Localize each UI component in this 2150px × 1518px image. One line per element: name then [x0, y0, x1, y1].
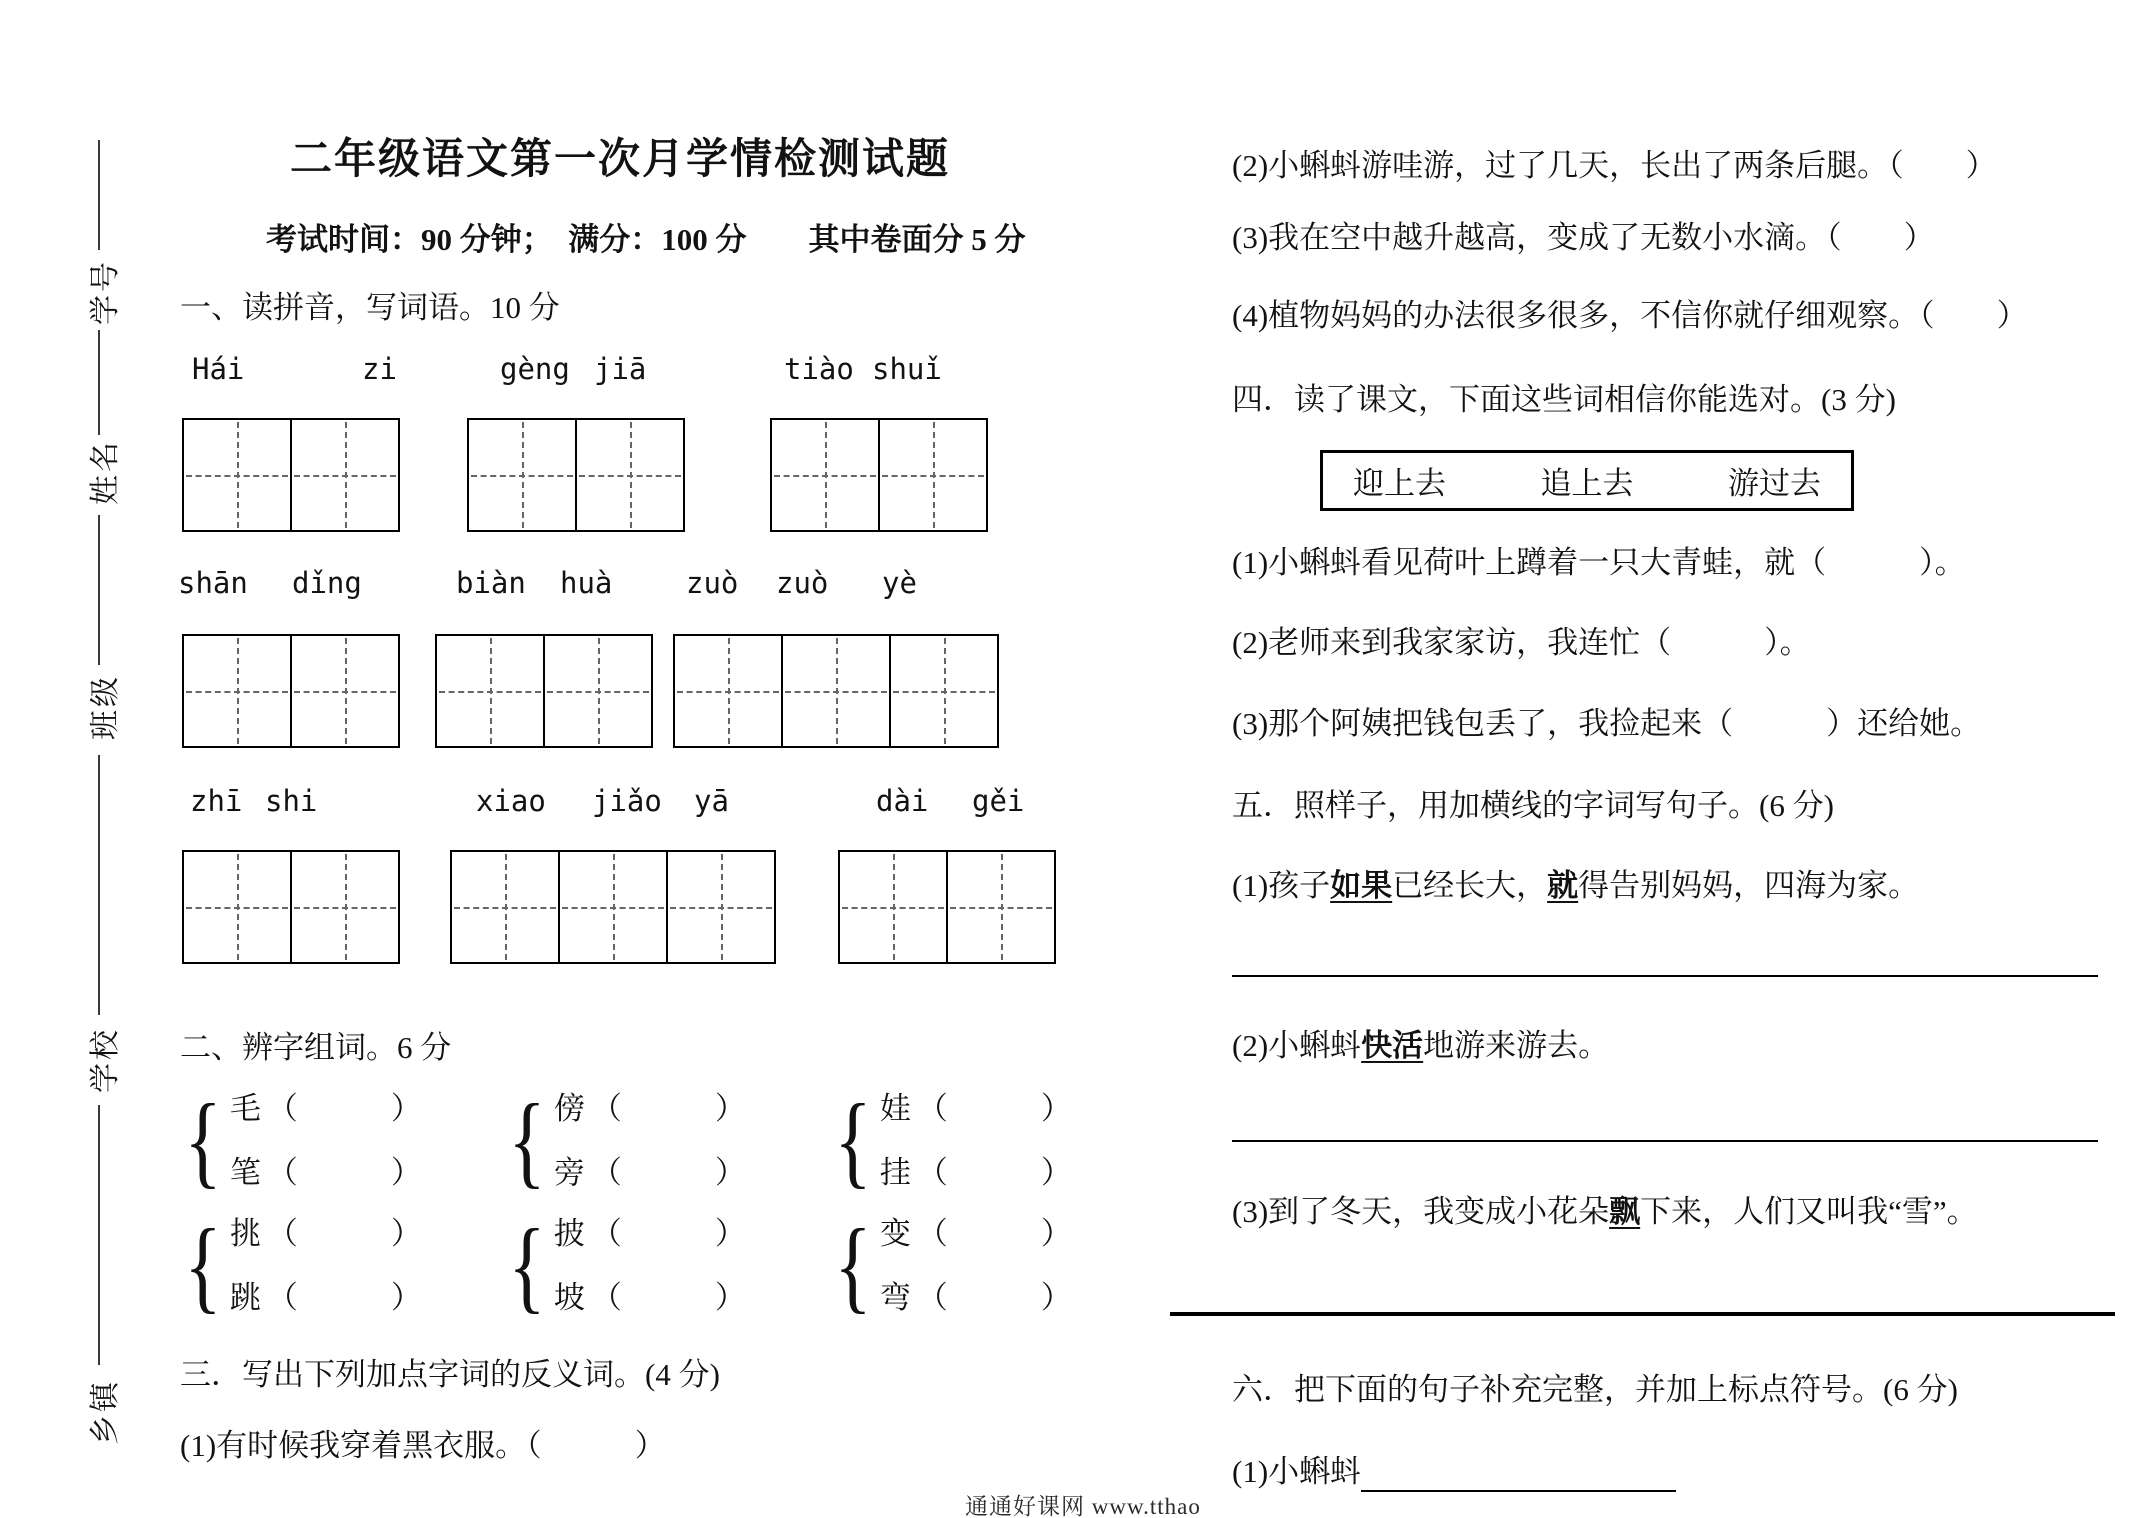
antonym-item-2: (2)小蝌蚪游哇游，过了几天，长出了两条后腿。（ ） [1232, 148, 1997, 183]
pinyin-word: huà [560, 566, 613, 600]
pinyin-word: zi [362, 352, 397, 386]
text-run: 得告别妈妈，四海为家。 [1578, 868, 1920, 903]
writing-cell [577, 420, 683, 530]
pair-char: 坡 [553, 1280, 585, 1315]
section3-heading: 三．写出下列加点字词的反义词。(4 分) [180, 1357, 720, 1392]
pinyin-word: zuò [776, 566, 829, 600]
word-pair-group-6 [828, 1205, 1072, 1327]
text-run: 已经长大， [1392, 868, 1548, 903]
sentence-example-2 [1232, 1026, 1609, 1066]
pinyin-word: dǐng [292, 566, 362, 600]
margin-blank-line [98, 140, 100, 250]
pair-char: 挑 [229, 1216, 261, 1251]
writing-cell [772, 420, 880, 530]
section4-heading: 四．读了课文，下面这些词相信你能选对。(3 分) [1232, 382, 1896, 417]
writing-cell [948, 852, 1054, 962]
margin-label-student-id: 学号 [89, 259, 122, 325]
answer-blank: （ ） [266, 1216, 422, 1251]
answer-blank: （ ） [916, 1155, 1072, 1190]
antonym-item-3: (3)我在空中越升越高，变成了无数小水滴。（ ） [1232, 220, 1935, 255]
pinyin-word: jiā [594, 352, 647, 386]
brace-glyph: { [508, 1208, 546, 1323]
writing-cell [840, 852, 948, 962]
writing-grid [450, 850, 776, 964]
answer-blank: （ ） [916, 1280, 1072, 1315]
exam-meta-line: 考试时间：90 分钟； 满分：100 分 其中卷面分 5 分 [266, 222, 1026, 257]
answer-line-2 [1232, 1140, 2098, 1142]
pinyin-word: zuò [686, 566, 739, 600]
writing-grid [182, 418, 400, 532]
writing-grid [467, 418, 685, 532]
margin-blank-line [98, 755, 100, 1015]
section-divider-line [1170, 1312, 2115, 1316]
margin-label-township: 乡镇 [89, 1379, 122, 1445]
pair-char: 跳 [229, 1280, 261, 1315]
pinyin-word: jiǎo [592, 784, 662, 818]
pinyin-word: zhī [190, 784, 243, 818]
writing-cell [184, 852, 292, 962]
pair-char: 披 [553, 1216, 585, 1251]
margin-label-school: 学校 [89, 1027, 122, 1093]
sentence-example-1 [1232, 866, 1919, 906]
text-run: (2)小蝌蚪 [1232, 1028, 1362, 1063]
margin-blank-line [98, 330, 100, 435]
writing-cell [675, 636, 783, 746]
margin-blank-line [98, 1105, 100, 1365]
choose-word-item-3: (3)那个阿姨把钱包丢了，我捡起来（ ）还给她。 [1232, 706, 1982, 741]
pair-char: 娃 [879, 1091, 911, 1126]
text-run: 地游来游去。 [1423, 1028, 1610, 1063]
text-run: (1)小蝌蚪 [1232, 1454, 1362, 1489]
pair-char: 变 [879, 1216, 911, 1251]
writing-cell [469, 420, 577, 530]
writing-grid [838, 850, 1056, 964]
writing-cell [668, 852, 774, 962]
answer-blank: （ ） [916, 1216, 1072, 1251]
pinyin-word: gěi [972, 784, 1025, 818]
answer-line-1 [1232, 975, 2098, 977]
brace-glyph: { [184, 1208, 222, 1323]
writing-cell [292, 852, 398, 962]
word-pair-group-4 [178, 1205, 422, 1327]
text-run: (3)到了冬天，我变成小花朵 [1232, 1194, 1610, 1229]
watermark-text: 通通好课网 www.tthao [965, 1494, 1201, 1518]
choose-word-item-2: (2)老师来到我家家访，我连忙（ ）。 [1232, 625, 1811, 660]
answer-blank: （ ） [590, 1155, 746, 1190]
pinyin-word: shi [265, 784, 318, 818]
word-pair-group-2 [502, 1080, 746, 1202]
word-bank-option-3: 游过去 [1728, 466, 1821, 501]
underlined-word: 飘 [1609, 1194, 1641, 1229]
writing-cell [452, 852, 560, 962]
answer-blank: （ ） [266, 1280, 422, 1315]
fill-in-blank-line [1361, 1456, 1676, 1492]
pair-char: 傍 [553, 1091, 585, 1126]
word-pair-group-1 [178, 1080, 422, 1202]
writing-cell [184, 636, 292, 746]
answer-blank: （ ） [590, 1280, 746, 1315]
antonym-item-4: (4)植物妈妈的办法很多很多，不信你就仔细观察。（ ） [1232, 298, 2028, 333]
pinyin-word: Hái [192, 352, 245, 386]
word-pair-group-5 [502, 1205, 746, 1327]
writing-cell [292, 636, 398, 746]
underlined-word: 如果 [1330, 868, 1393, 903]
writing-grid [673, 634, 999, 748]
pair-char: 毛 [229, 1091, 261, 1126]
page-title: 二年级语文第一次月学情检测试题 [289, 135, 950, 182]
writing-cell [292, 420, 398, 530]
underlined-word: 就 [1547, 868, 1579, 903]
pair-char: 笔 [229, 1155, 261, 1190]
pinyin-word: xiao [476, 784, 546, 818]
pair-char: 弯 [879, 1280, 911, 1315]
margin-label-class: 班级 [89, 674, 122, 740]
sentence-example-3 [1232, 1192, 1978, 1232]
brace-glyph: { [834, 1083, 872, 1198]
margin-label-name: 姓名 [89, 439, 122, 505]
answer-blank: （ ） [590, 1091, 746, 1126]
writing-grid [182, 850, 400, 964]
pinyin-word: yā [694, 784, 729, 818]
writing-cell [560, 852, 668, 962]
underlined-word: 快活 [1361, 1028, 1424, 1063]
writing-cell [184, 420, 292, 530]
writing-cell [783, 636, 891, 746]
margin-blank-line [98, 515, 100, 665]
writing-cell [545, 636, 651, 746]
writing-cell [891, 636, 997, 746]
writing-grid [435, 634, 653, 748]
section6-heading: 六．把下面的句子补充完整，并加上标点符号。(6 分) [1232, 1372, 1958, 1407]
choose-word-item-1: (1)小蝌蚪看见荷叶上蹲着一只大青蛙，就（ ）。 [1232, 545, 1966, 580]
pair-char: 挂 [879, 1155, 911, 1190]
pinyin-word: gèng [500, 352, 570, 386]
writing-cell [880, 420, 986, 530]
pinyin-word: tiào [784, 352, 854, 386]
answer-blank: （ ） [916, 1091, 1072, 1126]
word-pair-group-3 [828, 1080, 1072, 1202]
brace-glyph: { [184, 1083, 222, 1198]
brace-glyph: { [834, 1208, 872, 1323]
word-bank-option-1: 迎上去 [1353, 466, 1446, 501]
antonym-item-1: (1)有时候我穿着黑衣服。（ ） [180, 1428, 666, 1463]
text-run: (1)孩子 [1232, 868, 1331, 903]
text-run: 下来，人们又叫我“雪”。 [1640, 1194, 1978, 1229]
pinyin-word: yè [882, 566, 917, 600]
pinyin-word: shān [178, 566, 248, 600]
section1-heading: 一、读拼音，写词语。10 分 [180, 290, 560, 325]
writing-grid [770, 418, 988, 532]
writing-grid [182, 634, 400, 748]
complete-sentence-item-1 [1232, 1452, 1676, 1492]
pinyin-word: shuǐ [872, 352, 942, 386]
word-bank-option-2: 追上去 [1540, 466, 1634, 501]
pinyin-word: biàn [456, 566, 526, 600]
writing-cell [437, 636, 545, 746]
brace-glyph: { [508, 1083, 546, 1198]
pinyin-word: dài [876, 784, 929, 818]
section5-heading: 五．照样子，用加横线的字词写句子。(6 分) [1232, 788, 1834, 823]
answer-blank: （ ） [590, 1216, 746, 1251]
answer-blank: （ ） [266, 1155, 422, 1190]
word-bank-box [1320, 450, 1854, 511]
section2-heading: 二、辨字组词。6 分 [180, 1030, 452, 1065]
pair-char: 旁 [553, 1155, 585, 1190]
answer-blank: （ ） [266, 1091, 422, 1126]
